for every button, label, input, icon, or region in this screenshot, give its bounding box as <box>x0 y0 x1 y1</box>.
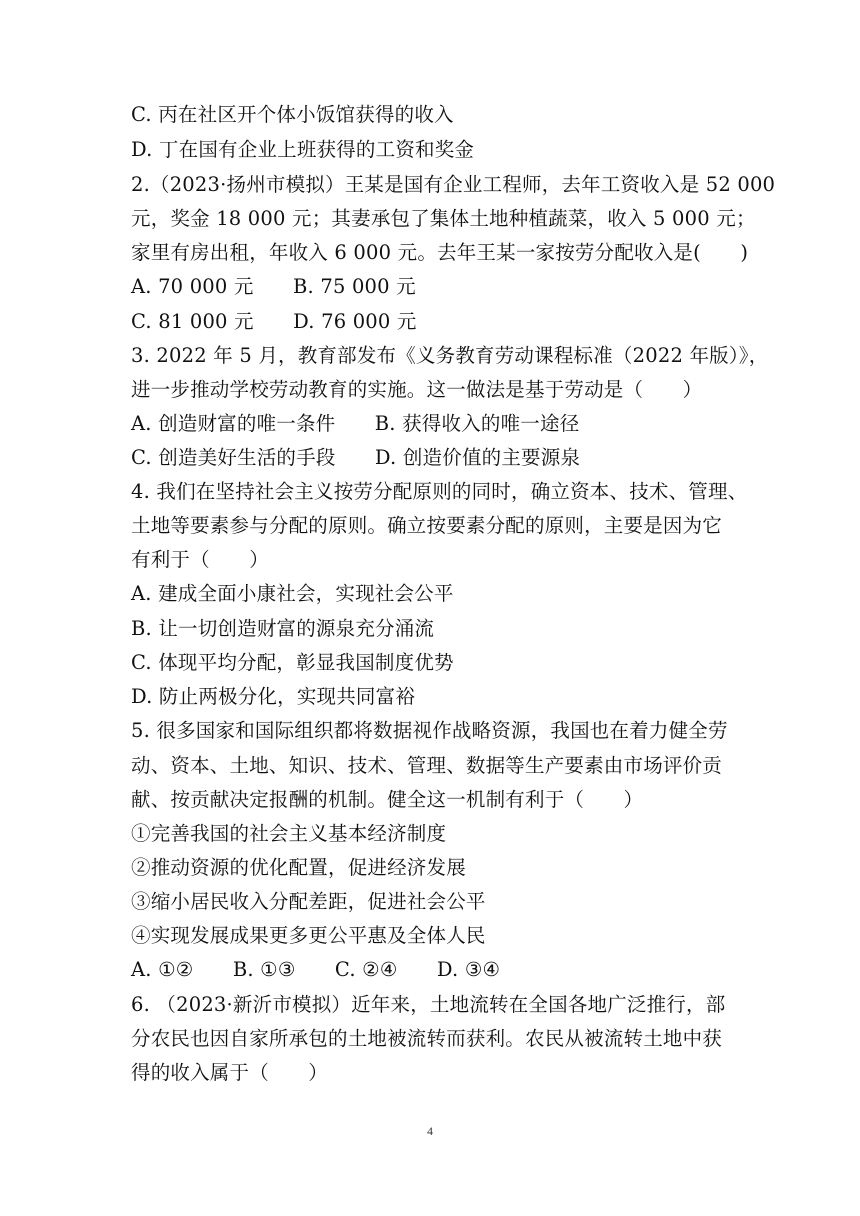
question-line: 3. 2022 年 5 月，教育部发布《义务教育劳动课程标准（2022 年版）》， <box>131 344 769 367</box>
option-line: B. 让一切创造财富的源泉充分涌流 <box>131 617 435 640</box>
option-line: A. ①② B. ①③ C. ②④ D. ③④ <box>131 958 501 981</box>
question-line: 动、资本、土地、知识、技术、管理、数据等生产要素由市场评价贡 <box>131 754 723 777</box>
statement-line: ③缩小居民收入分配差距，促进社会公平 <box>131 890 486 913</box>
question-line: 有利于（ ） <box>131 548 269 571</box>
question-line: 6. （2023·新沂市模拟）近年来，土地流转在全国各地广泛推行，部 <box>131 993 726 1016</box>
page-number: 4 <box>427 1124 433 1138</box>
statement-line: ①完善我国的社会主义基本经济制度 <box>131 822 447 845</box>
statement-line: ④实现发展成果更多更公平惠及全体人民 <box>131 924 486 947</box>
option-line: D. 防止两极分化，实现共同富裕 <box>131 685 416 708</box>
question-line: 元，奖金 18 000 元；其妻承包了集体土地种植蔬菜，收入 5 000 元； <box>131 207 756 230</box>
question-line: 得的收入属于（ ） <box>131 1061 329 1084</box>
option-line: A. 70 000 元 B. 75 000 元 <box>131 275 416 298</box>
option-line: A. 建成全面小康社会，实现社会公平 <box>131 582 454 605</box>
question-line: 土地等要素参与分配的原则。确立按要素分配的原则，主要是因为它 <box>131 514 723 537</box>
statement-line: ②推动资源的优化配置，促进经济发展 <box>131 856 466 879</box>
question-line: 进一步推动学校劳动教育的实施。这一做法是基于劳动是（ ） <box>131 378 703 401</box>
question-line: 献、按贡献决定报酬的机制。健全这一机制有利于（ ） <box>131 788 644 811</box>
question-line: 分农民也因自家所承包的土地被流转而获利。农民从被流转土地中获 <box>131 1027 723 1050</box>
option-line: A. 创造财富的唯一条件 B. 获得收入的唯一途径 <box>131 412 580 435</box>
question-line: 4. 我们在坚持社会主义按劳分配原则的同时，确立资本、技术、管理、 <box>131 480 748 503</box>
question-line: 家里有房出租，年收入 6 000 元。去年王某一家按劳分配收入是( ) <box>131 241 749 264</box>
question-line: 2.（2023·扬州市模拟）王某是国有企业工程师，去年工资收入是 52 000 <box>131 173 776 196</box>
option-line: C. 81 000 元 D. 76 000 元 <box>131 310 417 333</box>
option-line: C. 体现平均分配，彰显我国制度优势 <box>131 651 454 674</box>
option-line: C. 创造美好生活的手段 D. 创造价值的主要源泉 <box>131 446 581 469</box>
question-line: 5. 很多国家和国际组织都将数据视作战略资源，我国也在着力健全劳 <box>131 719 728 742</box>
option-line: D. 丁在国有企业上班获得的工资和奖金 <box>131 138 475 161</box>
option-line: C. 丙在社区开个体小饭馆获得的收入 <box>131 103 454 126</box>
